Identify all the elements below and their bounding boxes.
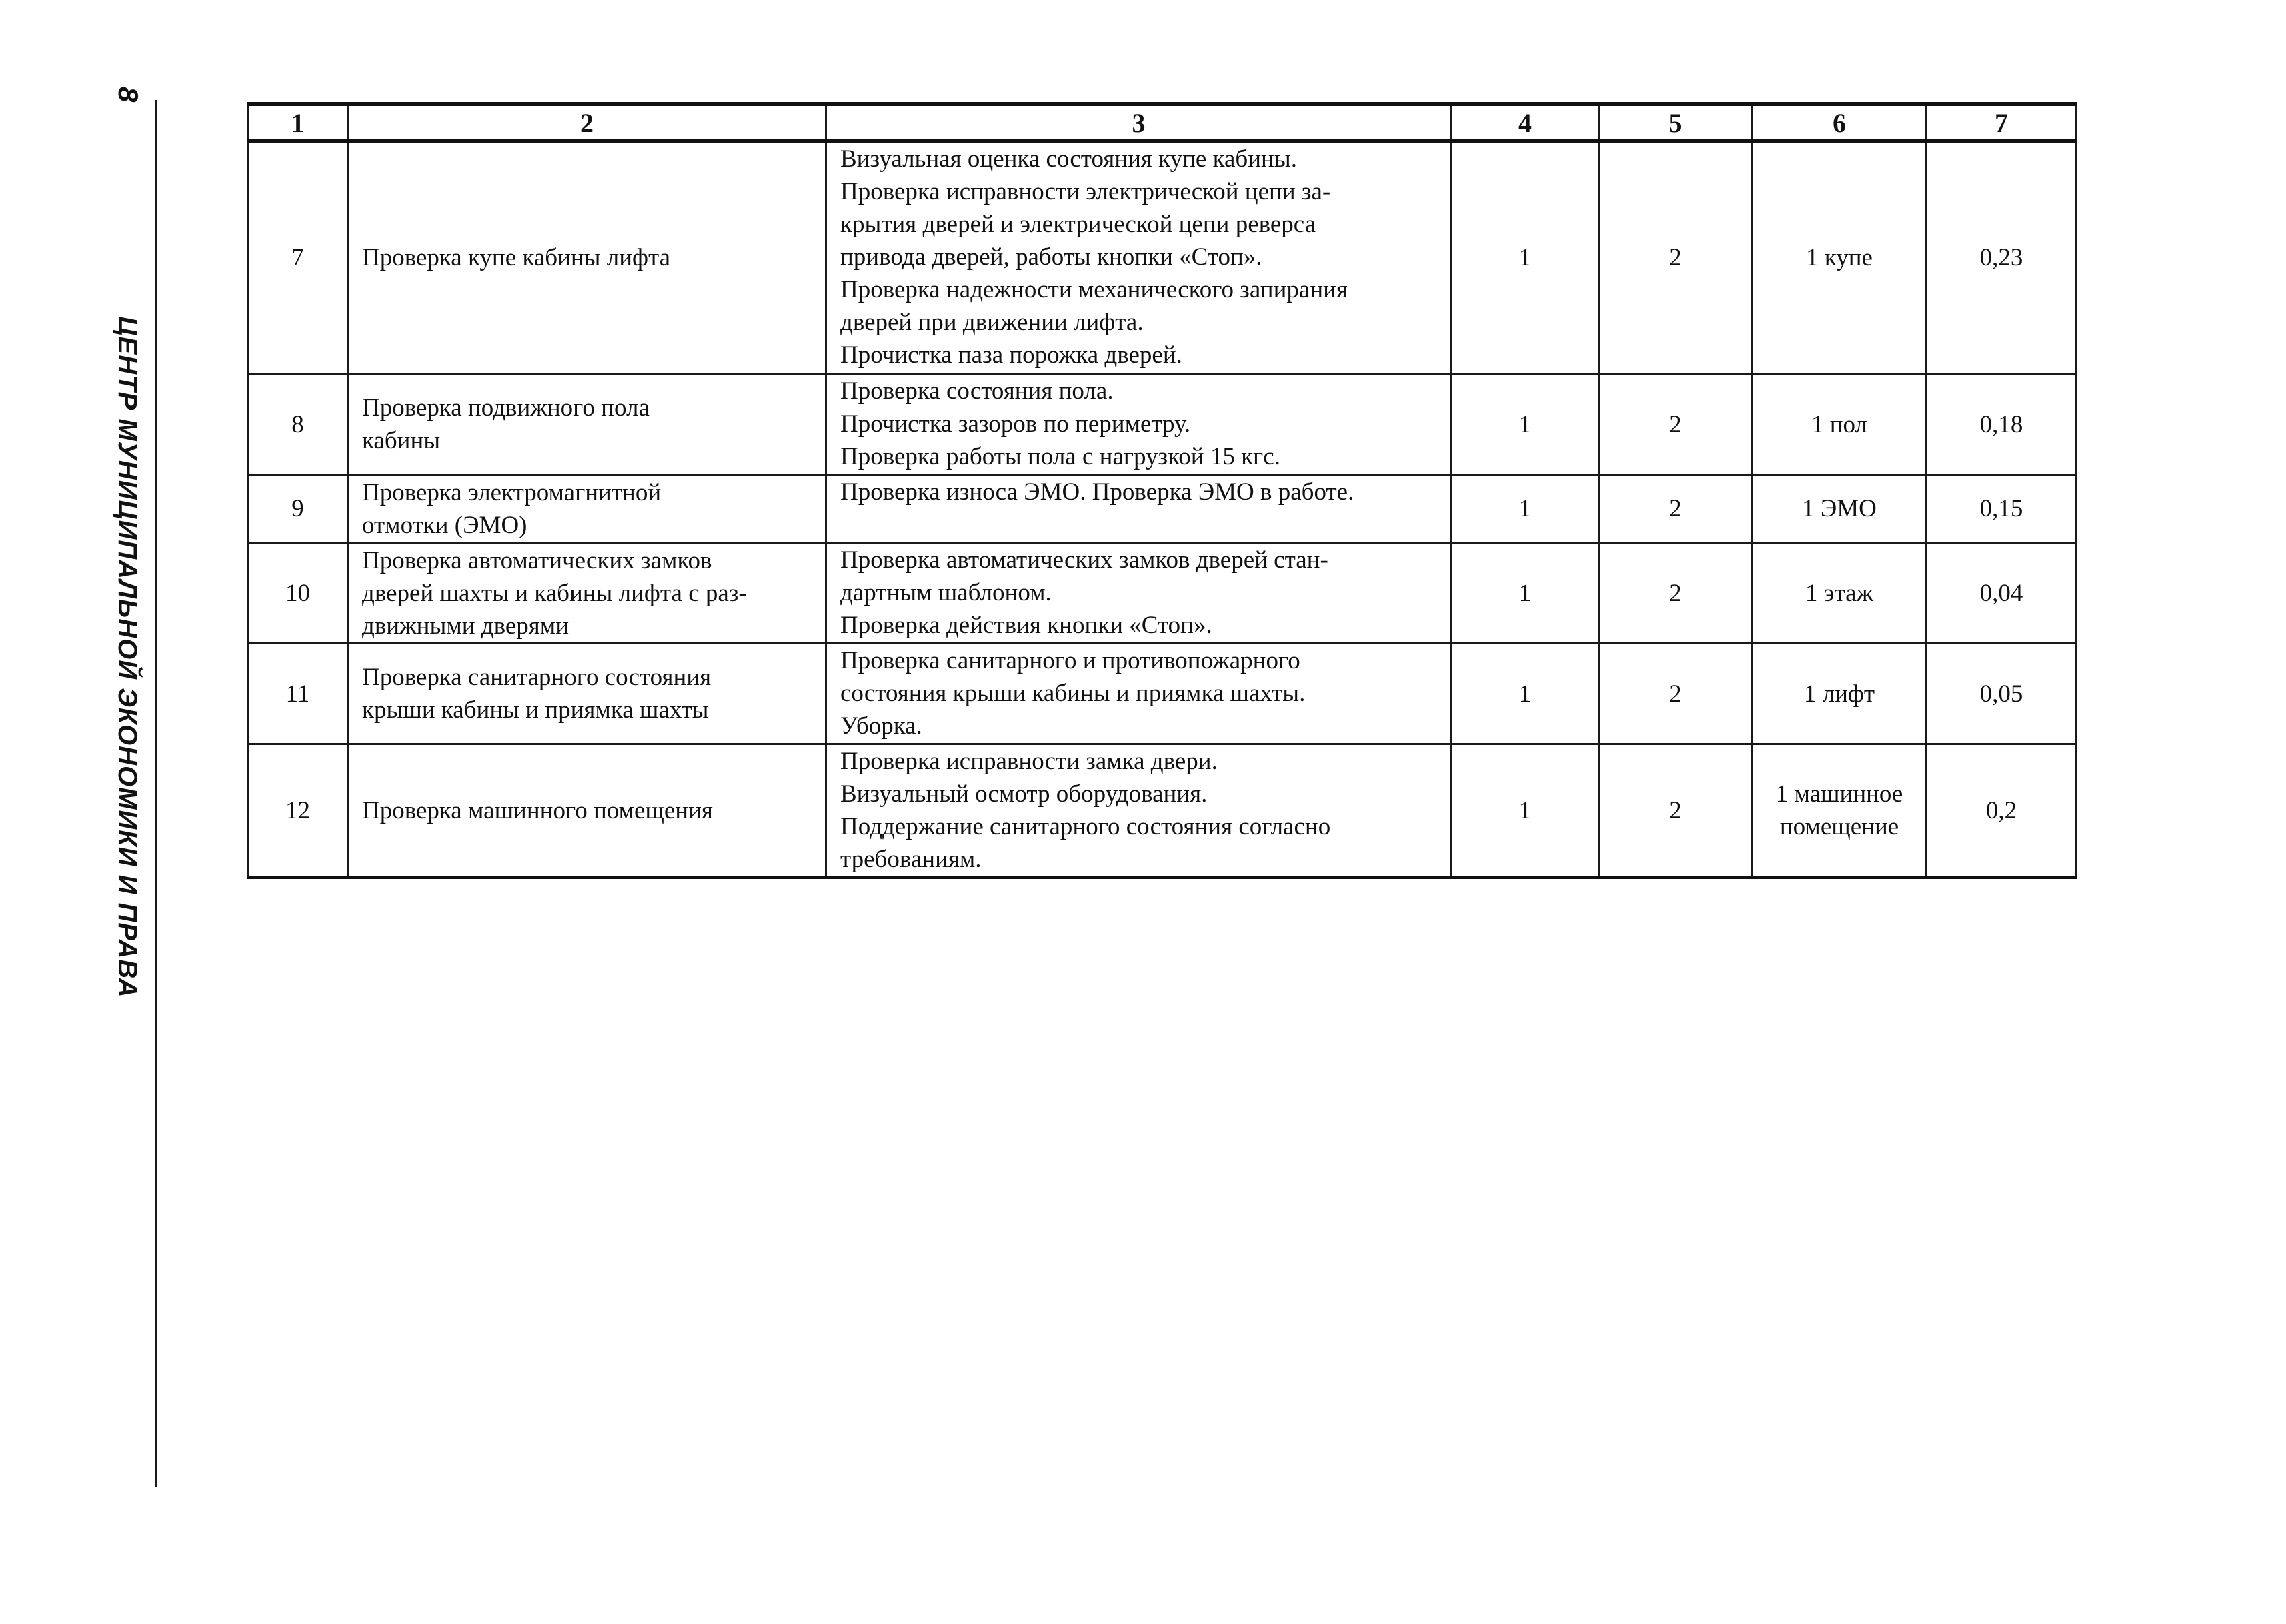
header-cell: 3 xyxy=(826,104,1452,141)
text-line: Прочистка зазоров по периметру. xyxy=(840,410,1191,438)
time-norm: 0,23 xyxy=(1927,141,2077,374)
table-row xyxy=(248,141,2077,374)
measure-unit xyxy=(1753,744,1927,878)
text-line: 1 купе xyxy=(1806,244,1873,271)
text-line: 1 этаж xyxy=(1805,579,1874,607)
time-norm: 0,04 xyxy=(1927,543,2077,644)
text-line: Проверка электромагнитной xyxy=(362,478,662,506)
text-line: крыши кабины и приямка шахты xyxy=(362,696,709,724)
text-line: отмотки (ЭМО) xyxy=(362,511,527,539)
col4-value: 1 xyxy=(1452,744,1599,878)
text-line: Проверка исправности замка двери. xyxy=(840,748,1218,775)
text-line: дверей при движении лифта. xyxy=(840,309,1144,336)
text-line: движными дверями xyxy=(362,612,569,640)
work-description xyxy=(826,644,1452,744)
text-line: Проверка исправности электрической цепи за- xyxy=(840,178,1331,205)
text-line: Проверка действия кнопки «Стоп». xyxy=(840,612,1212,639)
row-number: 7 xyxy=(248,141,348,374)
table-row xyxy=(248,374,2077,475)
header-row xyxy=(248,104,2077,141)
measure-unit xyxy=(1753,644,1927,744)
measure-unit xyxy=(1753,141,1927,374)
work-description xyxy=(826,374,1452,475)
text-line: Уборка. xyxy=(840,712,922,740)
measure-unit xyxy=(1753,475,1927,543)
text-line: дартным шаблоном. xyxy=(840,579,1052,606)
header-cell: 7 xyxy=(1927,104,2077,141)
col5-value: 2 xyxy=(1599,543,1753,644)
text-line: Проверка подвижного пола xyxy=(362,394,650,422)
time-norm: 0,18 xyxy=(1927,374,2077,475)
text-line: помещение xyxy=(1779,813,1899,840)
margin-rule xyxy=(155,100,157,1487)
col5-value: 2 xyxy=(1599,744,1753,878)
work-description xyxy=(826,141,1452,374)
table-row xyxy=(248,744,2077,878)
work-description xyxy=(826,475,1452,543)
text-line: 1 машинное xyxy=(1775,780,1903,808)
row-number: 9 xyxy=(248,475,348,543)
work-description xyxy=(826,744,1452,878)
text-line: Проверка работы пола с нагрузкой 15 кгс. xyxy=(840,443,1280,470)
text-line: Прочистка паза порожка дверей. xyxy=(840,341,1182,369)
text-line: требованиям. xyxy=(840,846,982,873)
time-norm: 0,15 xyxy=(1927,475,2077,543)
row-number: 11 xyxy=(248,644,348,744)
header-cell: 5 xyxy=(1599,104,1753,141)
header-cell: 6 xyxy=(1753,104,1927,141)
row-number: 10 xyxy=(248,543,348,644)
col4-value: 1 xyxy=(1452,374,1599,475)
col4-value: 1 xyxy=(1452,475,1599,543)
time-norm: 0,2 xyxy=(1927,744,2077,878)
work-name xyxy=(348,744,826,878)
header-cell: 1 xyxy=(248,104,348,141)
text-line: Проверка состояния пола. xyxy=(840,377,1114,405)
text-line: Визуальная оценка состояния купе кабины. xyxy=(840,145,1297,173)
work-description xyxy=(826,543,1452,644)
text-line: Проверка купе кабины лифта xyxy=(362,244,671,271)
measure-unit xyxy=(1753,374,1927,475)
text-line: Проверка машинного помещения xyxy=(362,796,713,824)
work-name xyxy=(348,543,826,644)
col4-value: 1 xyxy=(1452,141,1599,374)
col4-value: 1 xyxy=(1452,644,1599,744)
work-name xyxy=(348,141,826,374)
work-name xyxy=(348,374,826,475)
text-line: Проверка автоматических замков дверей стан- xyxy=(840,546,1328,574)
col5-value: 2 xyxy=(1599,141,1753,374)
work-name xyxy=(348,644,826,744)
text-line: 1 лифт xyxy=(1803,680,1875,708)
table-row xyxy=(248,543,2077,644)
work-name xyxy=(348,475,826,543)
page-number: 8 xyxy=(113,87,144,103)
table-row xyxy=(248,644,2077,744)
text-line: Проверка надежности механического запирания xyxy=(840,276,1348,303)
text-line: Проверка санитарного и противопожарного xyxy=(840,647,1300,674)
text-line: Проверка санитарного состояния xyxy=(362,664,712,691)
text-line: Визуальный осмотр оборудования. xyxy=(840,780,1208,808)
header-cell: 4 xyxy=(1452,104,1599,141)
col5-value: 2 xyxy=(1599,644,1753,744)
time-norm: 0,05 xyxy=(1927,644,2077,744)
row-number: 12 xyxy=(248,744,348,878)
sidebar-running-head xyxy=(112,87,144,998)
text-line: дверей шахты и кабины лифта с раз- xyxy=(362,579,747,607)
col4-value: 1 xyxy=(1452,543,1599,644)
maintenance-table xyxy=(247,102,2077,879)
text-line: кабины xyxy=(362,427,441,454)
text-line: Проверка износа ЭМО. Проверка ЭМО в работе. xyxy=(840,478,1354,506)
row-number: 8 xyxy=(248,374,348,475)
table-row xyxy=(248,475,2077,543)
text-line: 1 пол xyxy=(1811,410,1868,438)
header-cell: 2 xyxy=(348,104,826,141)
text-line: Проверка автоматических замков xyxy=(362,546,712,574)
col5-value: 2 xyxy=(1599,374,1753,475)
text-line: Поддержание санитарного состояния согласно xyxy=(840,813,1331,840)
text-line: привода дверей, работы кнопки «Стоп». xyxy=(840,243,1262,271)
publisher-name: ЦЕНТР МУНИЦИПАЛЬНОЙ ЭКОНОМИКИ И ПРАВА xyxy=(113,316,142,998)
text-line: состояния крыши кабины и приямка шахты. xyxy=(840,680,1306,707)
col5-value: 2 xyxy=(1599,475,1753,543)
measure-unit xyxy=(1753,543,1927,644)
text-line: 1 ЭМО xyxy=(1802,495,1877,522)
text-line: крытия дверей и электрической цепи реверса xyxy=(840,211,1316,238)
